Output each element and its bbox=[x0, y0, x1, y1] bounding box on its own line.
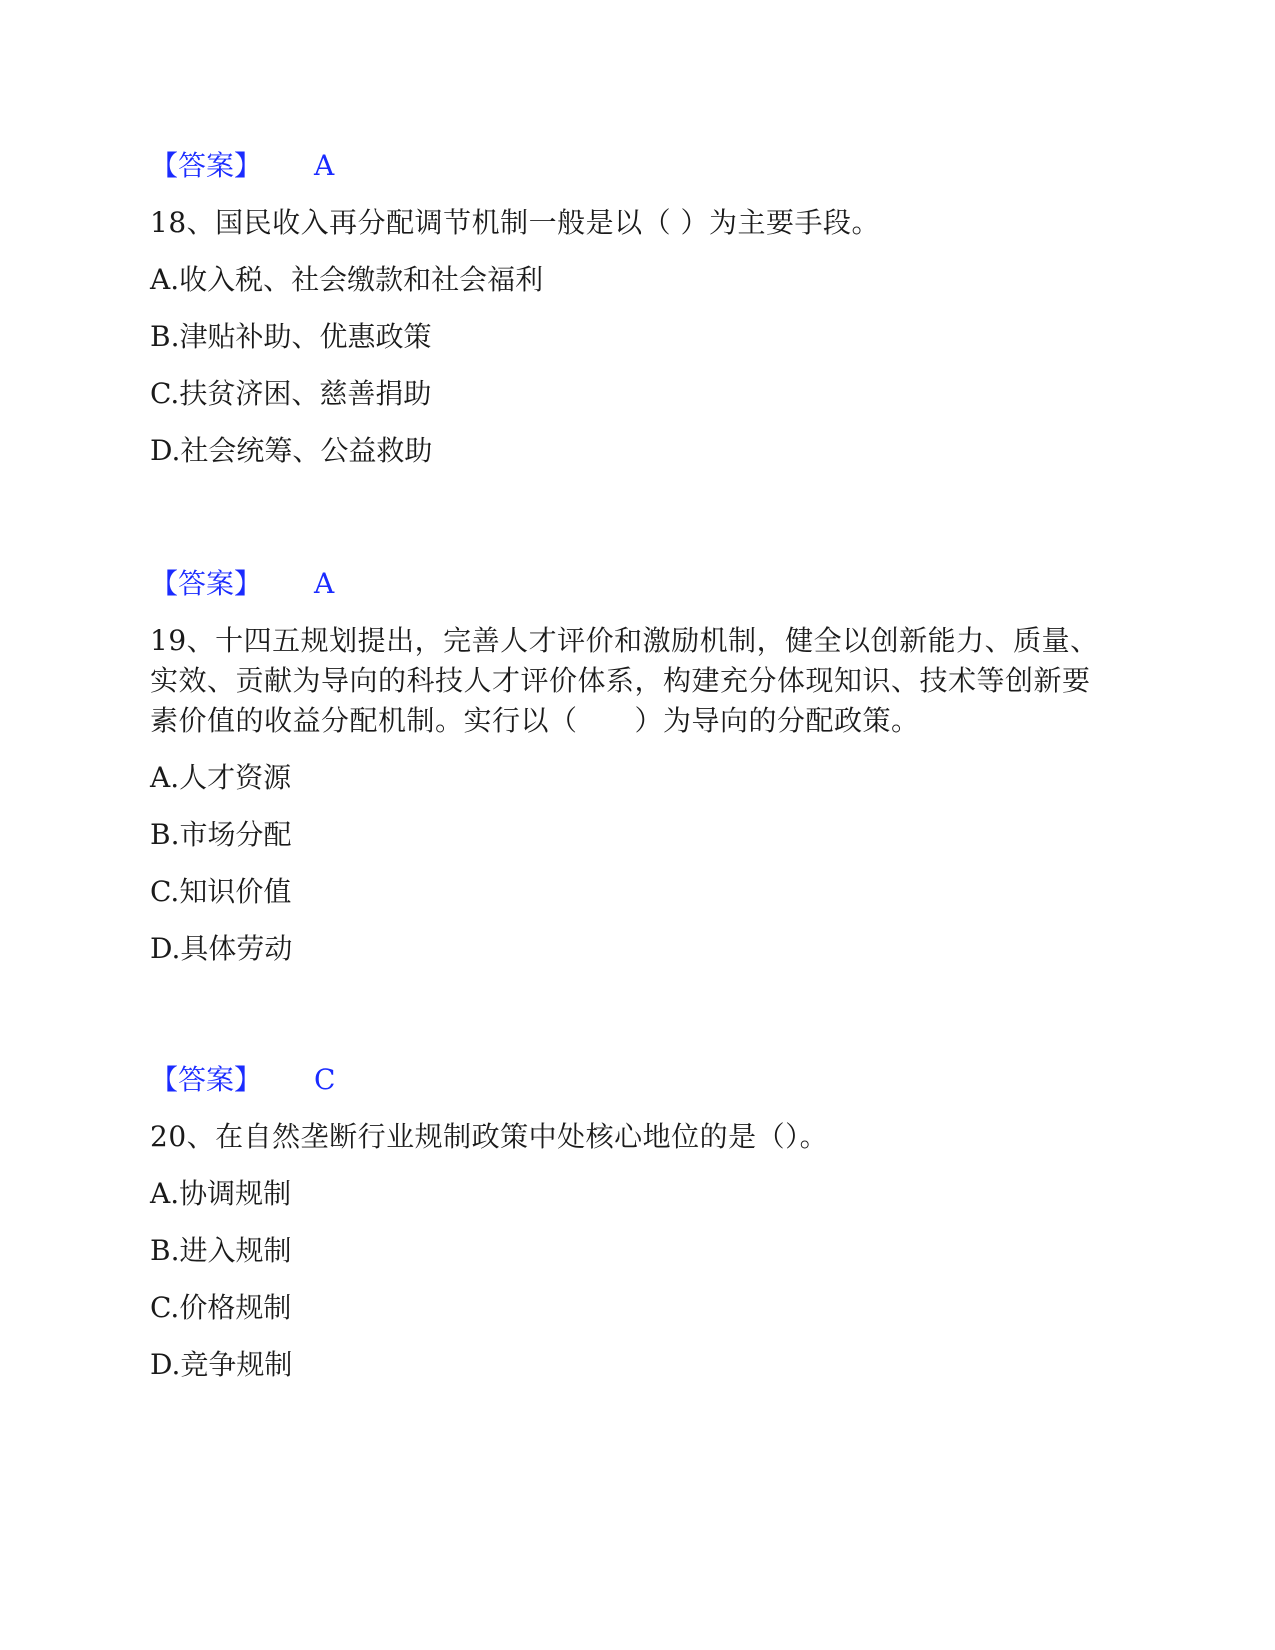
option-d: D.具体劳动 bbox=[150, 932, 293, 965]
answer-label: 【答案】 bbox=[150, 149, 263, 182]
answer-value: A bbox=[314, 149, 335, 182]
answer-label: 【答案】 bbox=[150, 1063, 263, 1096]
answer-line bbox=[150, 146, 1110, 186]
option-b: B.进入规制 bbox=[150, 1234, 292, 1267]
answer-value: C bbox=[314, 1063, 336, 1096]
answer-line bbox=[150, 1060, 1110, 1100]
option-a: A.收入税、社会缴款和社会福利 bbox=[150, 263, 544, 296]
question-text: 18、国民收入再分配调节机制一般是以（ ）为主要手段。 bbox=[150, 206, 881, 239]
answer-label: 【答案】 bbox=[150, 567, 263, 600]
option-a: A.人才资源 bbox=[150, 761, 292, 794]
option-b: B.市场分配 bbox=[150, 818, 292, 851]
option-a: A.协调规制 bbox=[150, 1177, 292, 1210]
answer-line bbox=[150, 564, 1110, 604]
option-b: B.津贴补助、优惠政策 bbox=[150, 320, 432, 353]
question-block-20 bbox=[150, 1060, 1110, 1385]
option-d: D.竞争规制 bbox=[150, 1348, 293, 1381]
option-c: C.扶贫济困、慈善捐助 bbox=[150, 377, 432, 410]
question-block-19 bbox=[150, 564, 1110, 969]
question-text: 19、十四五规划提出，完善人才评价和激励机制，健全以创新能力、质量、实效、贡献为导向的科技人才评价体系，构建充分体现知识、技术等创新要素价值的收益分配机制。实行以（ ）为导向的分配政策。 bbox=[150, 624, 1099, 737]
question-text: 20、在自然垄断行业规制政策中处核心地位的是（）。 bbox=[150, 1120, 829, 1153]
option-d: D.社会统筹、公益救助 bbox=[150, 434, 433, 467]
option-c: C.价格规制 bbox=[150, 1291, 292, 1324]
answer-value: A bbox=[314, 567, 335, 600]
question-block-18 bbox=[150, 146, 1110, 471]
option-c: C.知识价值 bbox=[150, 875, 292, 908]
